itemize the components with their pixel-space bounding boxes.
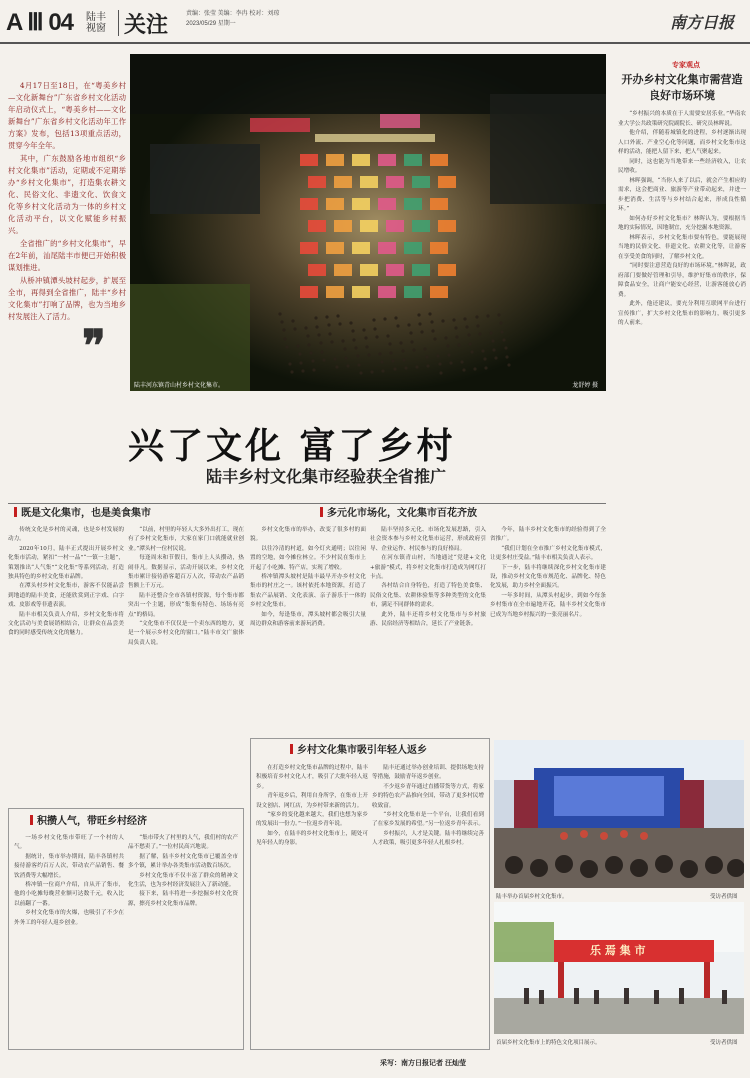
sec3-column-2 [128, 834, 238, 1046]
crowd-person [352, 338, 355, 341]
section-title: 积攒人气，带旺乡村经济 [37, 816, 147, 827]
crowd-person [465, 325, 468, 328]
crowd-person [407, 323, 410, 326]
crowd-person [349, 321, 352, 324]
crowd-person [388, 342, 391, 345]
market-stall [386, 176, 404, 188]
crowd-person [457, 343, 460, 346]
body-paragraph: “我们计划在全市推广乡村文化集市模式，让更多村庄受益。”陆丰市相关负责人表示。 [490, 545, 606, 562]
body-paragraph: 每逢周末和节假日，集市上人头攒动，热闹非凡。数据显示，活动开展以来，乡村文化集市累计接待游客超百万人次，带动农产品销售额上千万元。 [128, 555, 244, 590]
crowd-person [333, 357, 336, 360]
crowd-person [426, 364, 429, 367]
crowd-person [322, 358, 325, 361]
market-stall [404, 242, 422, 254]
body-paragraph: 在打造乡村文化集市品牌的过程中，陆丰积极培育乡村文化人才，吸引了大批年轻人返乡。 [256, 765, 368, 790]
section-heading [14, 507, 151, 521]
expert-tag: 专家观点 [672, 62, 700, 69]
crowd-person [365, 345, 368, 348]
crowd-person [478, 332, 481, 335]
crowd-person [484, 366, 487, 369]
market-stall [326, 198, 344, 210]
section-title: 既是文化集市，也是美食集市 [21, 508, 151, 519]
market-stall [300, 286, 318, 298]
crowd-person [370, 370, 373, 373]
crowd-person [359, 371, 362, 374]
stage-image [494, 740, 744, 888]
body-paragraph: 以往冷清的村道，如今灯火通明；以往闲置的空地，如今摊位林立。不少村民在集市上开起了小吃摊、特产店，实现了增收。 [250, 545, 366, 571]
crowd-person [499, 321, 502, 324]
body-paragraph: 接下来，陆丰将进一步挖掘乡村文化资源，擦亮乡村文化集市品牌。 [128, 891, 238, 907]
market-stall [352, 198, 370, 210]
crowd-person [447, 353, 450, 356]
lead-paragraph: 其中，广东鼓励各地市组织“乡村文化集市”活动，定期或不定期举办“乡村文化集市”，打造集农耕文化、民俗文化、非遗文化、饮食文化等乡村文化活动为一体的乡村文化活动平台，以文化赋能乡村振兴。 [8, 154, 126, 235]
crowd-person [356, 354, 359, 357]
crowd-person [278, 312, 281, 315]
market-stall [386, 264, 404, 276]
crowd-person [290, 370, 293, 373]
column-name: 关注 [124, 12, 169, 38]
body-paragraph: 不少返乡青年通过直播带货等方式，将家乡的特色农产品推向全国，带动了更多村民增收致富。 [372, 783, 484, 809]
crowd-person [462, 368, 465, 371]
crowd-person [494, 356, 497, 359]
market-stall [334, 176, 352, 188]
crowd-person [328, 332, 331, 335]
market-stall [430, 242, 448, 254]
image-credit: 受访者供图 [710, 1040, 738, 1046]
crowd-person [481, 349, 484, 352]
market-stall [378, 154, 396, 166]
crowd-person [386, 334, 389, 337]
crowd-person [282, 328, 285, 331]
lead-column [8, 80, 126, 324]
market-stall [386, 220, 404, 232]
expert-paragraph: “乡村振兴的本质在于人需要安居乐业。”华南农业大学公共政策研究院副院长、研究员林晖说。 [618, 111, 746, 127]
market-stall [326, 242, 344, 254]
crowd-person [433, 337, 436, 340]
body-paragraph: 乡村文化集市不仅丰富了群众的精神文化生活，也为乡村经济发展注入了新动能。 [128, 872, 238, 889]
body-paragraph: 在河东镇青山村，当地通过“党建+文化+旅游”模式，将乡村文化集市打造成为网红打卡点。 [370, 555, 486, 581]
crowd-person [311, 359, 314, 362]
crowd-person [452, 318, 455, 321]
page-number: A Ⅲ 04 [6, 9, 74, 36]
image-caption: 首届乡村文化集市上的特色文化项目展示。 [496, 1040, 601, 1046]
crowd-person [391, 359, 394, 362]
body-paragraph: 2020年10月，陆丰正式提出开展乡村文化集市活动，紧扣“一村一品”“一镇一主题”，策划推出“人气集”“文化集”等系列活动，打造独具特色的乡村文化集市品牌。 [8, 545, 124, 581]
crowd-person [444, 336, 447, 339]
crowd-person [364, 336, 367, 339]
crowd-person [446, 344, 449, 347]
crowd-person [293, 327, 296, 330]
body-paragraph: 一场乡村文化集市带旺了一个村的人气。 [14, 835, 124, 851]
body-paragraph: “以前，村里的年轻人大多外出打工，现在有了乡村文化集市，大家在家门口就能就业创业。”潭头村一位村民说。 [128, 527, 244, 552]
expert-paragraph: 林晖表示，乡村文化集市要有特色，要能展现当地的民俗文化、非遗文化、农耕文化等，让游客在享受美食的同时，了解乡村文化。 [618, 234, 746, 260]
crowd-person [463, 317, 466, 320]
body-paragraph: 据了解，陆丰乡村文化集市已覆盖全市多个镇，累计举办各类集市活动数百场次。 [128, 853, 238, 870]
market-stall [430, 286, 448, 298]
image-caption: 陆丰举办首届乡村文化集市。 [496, 894, 568, 900]
body-paragraph: 此外，陆丰还将乡村文化集市与乡村旅游、民宿经济等相结合，延长了产业链条。 [370, 611, 486, 628]
credits-editors: 责编：张莹 美编：李冉 校对：刘琼 [186, 11, 280, 17]
crowd-person [489, 331, 492, 334]
market-stall [430, 154, 448, 166]
page-header [0, 0, 750, 44]
crowd-person [306, 334, 309, 337]
sec4-column-1 [256, 764, 368, 1046]
crowd-person [415, 365, 418, 368]
market-stall [412, 264, 430, 276]
crowd-person [312, 368, 315, 371]
crowd-person [325, 315, 328, 318]
crowd-person [317, 333, 320, 336]
crowd-person [428, 312, 431, 315]
section-title: 乡村文化集市吸引年轻人返乡 [297, 745, 427, 756]
market-stall [378, 242, 396, 254]
market-stall [300, 198, 318, 210]
crowd-person [431, 329, 434, 332]
section-heading [320, 507, 477, 521]
market-stall [378, 286, 396, 298]
crowd-person [341, 339, 344, 342]
body-paragraph: 如今，每逢集市，潭头坡村都会吸引大量周边群众和游客前来游玩消费。 [250, 611, 366, 628]
crowd-person [285, 345, 288, 348]
expert-paragraph: 林晖强调，“当你人来了以后，就会产生相应的需求，这会把商业、旅游等产业带动起来，并进一步把消费、生活等与乡村结合起来，形成良性循环。” [618, 177, 746, 212]
gate-image [494, 902, 744, 1034]
crowd-person [504, 346, 507, 349]
section-heading [30, 815, 147, 829]
heading-marker [30, 815, 33, 825]
crowd-person [307, 343, 310, 346]
crowd-person [336, 314, 339, 317]
crowd-person [301, 369, 304, 372]
crowd-person [468, 342, 471, 345]
sec1-column-1 [8, 526, 124, 802]
body-paragraph: 陆丰坚持多元化、市场化发展思路，引入社会资本参与乡村文化集市运营，形成政府引导、企业运作、村民参与的良好格局。 [370, 527, 486, 552]
sec1-column-2 [128, 526, 244, 802]
lead-paragraph: 从桥冲镇潭头坡村起步，扩展至全市，再得到全省推广，陆丰“乡村文化集市”打响了品牌，也为当地乡村发展注入了活力。 [8, 276, 126, 321]
sub-headline: 陆丰乡村文化集市经验获全省推广 [206, 467, 447, 486]
crowd-person [473, 367, 476, 370]
crowd-person [483, 357, 486, 360]
body-paragraph: “文化集市不仅仅是一个卖东西的地方，更是一个展示乡村文化的窗口。”陆丰市文广旅体局负责人说。 [128, 621, 244, 646]
crowd-person [327, 323, 330, 326]
body-paragraph: 下一步，陆丰将继续深化乡村文化集市建设，推动乡村文化集市规范化、品牌化、特色化发展，助力乡村全面振兴。 [490, 564, 606, 590]
photo-credit: 龙舒婷 摄 [572, 383, 598, 389]
crowd-person [491, 339, 494, 342]
crowd-person [460, 360, 463, 363]
expert-paragraph: 此外，他还建议，要充分利用互联网平台进行宣传推广，扩大乡村文化集市的影响力，吸引更多的人前来。 [618, 301, 746, 326]
market-stall [404, 154, 422, 166]
crowd-person [383, 317, 386, 320]
crowd-person [375, 335, 378, 338]
crowd-person [449, 361, 452, 364]
crowd-person [319, 341, 322, 344]
heading-marker [290, 744, 293, 754]
main-photo [130, 54, 606, 391]
credits-date: 2023/05/29 星期一 [186, 21, 236, 27]
crowd-person [280, 320, 283, 323]
market-stall [404, 286, 422, 298]
crowd-person [455, 335, 458, 338]
crowd-person [362, 328, 365, 331]
crowd-person [475, 315, 478, 318]
crowd-person [410, 340, 413, 343]
crowd-person [389, 351, 392, 354]
crowd-person [372, 318, 375, 321]
market-gate-photo [494, 902, 744, 1034]
body-paragraph: 陆丰还通过举办创业培训、提供场地支持等措施，鼓励青年返乡创业。 [372, 765, 484, 781]
sec4-column-2 [372, 764, 484, 1046]
crowd-person [330, 340, 333, 343]
byline: 采写：南方日报记者 汪灿莹 [380, 1060, 466, 1067]
crowd-person [436, 354, 439, 357]
body-paragraph: 陆丰还整合全市各镇村资源，每个集市都突出一个主题，形成“集集有特色、场场有亮点”的格局。 [128, 592, 244, 618]
section-heading [290, 744, 427, 758]
crowd-person [367, 353, 370, 356]
body-paragraph: “家乡的变化越来越大，我们也想为家乡的发展出一份力。”一位返乡青年说。 [256, 812, 368, 828]
market-stall [378, 198, 396, 210]
crowd-person [380, 360, 383, 363]
sec3-column-1 [14, 834, 124, 1046]
crowd-person [404, 366, 407, 369]
crowd-person [418, 322, 421, 325]
crowd-person [467, 333, 470, 336]
market-stall [352, 286, 370, 298]
crowd-person [296, 344, 299, 347]
market-stall [352, 154, 370, 166]
body-paragraph: 传统文化是乡村的灵魂，也是乡村发展的动力。 [8, 527, 124, 543]
gate-sign-text: 乐 焉 集 市 [590, 944, 646, 957]
body-paragraph: 陆丰市相关负责人介绍，乡村文化集市将文化活动与美食展销相结合，让群众在品尝美食的同时感受传统文化的魅力。 [8, 611, 124, 637]
crowd-person [417, 313, 420, 316]
crowd-person [396, 324, 399, 327]
body-paragraph: 如今，在陆丰的乡村文化集市上，随处可见年轻人的身影。 [256, 830, 368, 847]
crowd-person [438, 362, 441, 365]
crowd-person [343, 347, 346, 350]
market-stall [326, 286, 344, 298]
market-stall [326, 154, 344, 166]
crowd-person [354, 346, 357, 349]
expert-paragraph: “同时要注意营造良好的市场环境。”林晖说，政府部门要做好管理和引导，维护好集市的秩序，保障食品安全，让商户能安心经营，让游客能放心消费。 [618, 263, 746, 298]
crowd-person [423, 347, 426, 350]
body-paragraph: 在潭头村乡村文化集市，游客不仅能品尝到地道的陆丰美食，还能欣赏到正字戏、白字戏、皮影戏等非遗表演。 [8, 583, 124, 609]
crowd-person [500, 330, 503, 333]
crowd-person [439, 371, 442, 374]
crowd-person [486, 314, 489, 317]
sec2-column-2 [370, 526, 486, 736]
crowd-person [393, 367, 396, 370]
crowd-person [288, 362, 291, 365]
crowd-person [502, 338, 505, 341]
crowd-person [378, 352, 381, 355]
body-paragraph: 桥冲镇潭头坡村是陆丰最早开办乡村文化集市的村庄之一。该村依托本地资源，打造了集农产品展销、文化表演、亲子游乐于一体的乡村文化集市。 [250, 574, 366, 609]
heading-marker [320, 507, 323, 517]
body-paragraph: “集市带火了村里的人气，我们村的农产品不愁卖了。”一位村民高兴地说。 [128, 835, 238, 851]
crowd-person [394, 316, 397, 319]
sec2-column-1 [250, 526, 366, 736]
crowd-person [309, 351, 312, 354]
crowd-person [505, 355, 508, 358]
expert-paragraph: 他介绍，伴随着城镇化的进程，乡村逐渐出现人口外流、产业空心化等问题，而乡村文化集市这样的活动，能把人留下来，把人气聚起来。 [618, 130, 746, 155]
market-stall [404, 198, 422, 210]
crowd-person [304, 326, 307, 329]
crowd-person [507, 363, 510, 366]
crowd-person [492, 348, 495, 351]
market-stall [430, 198, 448, 210]
market-stall [308, 176, 326, 188]
market-stall [360, 264, 378, 276]
crowd-person [291, 319, 294, 322]
crowd-person [373, 327, 376, 330]
market-stall [300, 154, 318, 166]
header-divider [118, 10, 119, 36]
lead-paragraph: 4月17日至18日，在“粤美乡村—文化新舞台”广东省乡村文化活动年启动仪式上，“粤美乡村——文化新舞台”广东省乡村文化活动年工作方案》发布，包括13项重点活动，贯穿今年全年。 [8, 81, 126, 150]
body-paragraph: 据统计，集市举办期间，陆丰各镇村共接待游客约百万人次，带动农产品销售、餐饮消费等大幅增长。 [14, 853, 124, 879]
crowd-person [497, 313, 500, 316]
crowd-person [346, 364, 349, 367]
body-paragraph: 青年返乡后，利用自身所学，在集市上开设文创店、网红店，为乡村带来新的活力。 [256, 793, 368, 809]
image-credit: 受访者供图 [710, 894, 738, 900]
market-stall [352, 242, 370, 254]
heading-marker [14, 507, 17, 517]
crowd-person [402, 358, 405, 361]
market-stall [412, 220, 430, 232]
crowd-person [357, 363, 360, 366]
crowd-person [320, 350, 323, 353]
section-name: 陆丰视窗 [86, 12, 106, 34]
main-headline: 兴了文化 富了乡村 [128, 425, 456, 467]
crowd-person [381, 369, 384, 372]
header-credits [186, 9, 279, 29]
market-stall [360, 176, 378, 188]
body-paragraph: 乡村文化集市的火爆，也吸引了不少在外务工的年轻人返乡创业。 [14, 910, 124, 926]
body-paragraph: 乡村文化集市的举办，改变了很多村的面貌。 [250, 527, 366, 543]
photo-caption: 陆丰河东镇青山村乡村文化集市。 [134, 383, 225, 389]
quote-mark-icon: ❞ [82, 321, 106, 372]
market-stall [360, 220, 378, 232]
night-market-aerial-image [130, 54, 606, 391]
market-stall [334, 264, 352, 276]
market-stall [438, 264, 456, 276]
newspaper-logo: 南方日报 [670, 13, 735, 32]
crowd-person [399, 341, 402, 344]
section-rule [8, 503, 606, 504]
crowd-person [401, 349, 404, 352]
body-paragraph: 桥冲镇一位商户介绍，自从开了集市，他的小吃摊每晚营业额可达数千元，收入比以前翻了一番。 [14, 882, 124, 907]
crowd-person [412, 348, 415, 351]
crowd-person [283, 337, 286, 340]
market-stall [300, 242, 318, 254]
market-stall [438, 176, 456, 188]
crowd-person [351, 329, 354, 332]
crowd-person [409, 331, 412, 334]
sec2-column-3 [490, 526, 606, 736]
crowd-person [298, 352, 301, 355]
stage-performance-photo [494, 740, 744, 888]
crowd-person [476, 324, 479, 327]
crowd-person [338, 322, 341, 325]
market-stall [412, 176, 430, 188]
crowd-person [344, 356, 347, 359]
crowd-person [315, 325, 318, 328]
crowd-person [314, 316, 317, 319]
body-paragraph: 乡村振兴，人才是关键。陆丰将继续完善人才政策，吸引更多年轻人扎根乡村。 [372, 830, 484, 847]
lead-paragraph: 全省推广的“乡村文化集市”，早在2年前，汕尾陆丰市便已开始积极谋划推进。 [8, 239, 126, 272]
crowd-person [420, 330, 423, 333]
market-stall [334, 220, 352, 232]
section-title: 多元化市场化，文化集市百花齐放 [327, 508, 477, 519]
body-paragraph: 一年多时间，从潭头村起步，到如今每条乡村集市在全市遍地开花，陆丰乡村文化集市已成为当地乡村振兴的一张亮丽名片。 [490, 592, 606, 618]
crowd-person [470, 350, 473, 353]
body-paragraph: 各村结合自身特色，打造了特色美食集、民俗文化集、农耕体验集等多种类型的文化集市，满足不同群体的需求。 [370, 583, 486, 609]
market-stall [308, 220, 326, 232]
market-stall [438, 220, 456, 232]
crowd-person [335, 365, 338, 368]
crowd-person [299, 361, 302, 364]
expert-paragraph: 如何办好乡村文化集市？林晖认为，要根据当地的实际情况，因地制宜，充分挖掘本地资源。 [618, 215, 746, 231]
crowd-person [454, 326, 457, 329]
body-paragraph: 今年，陆丰乡村文化集市的经验得到了全省推广。 [490, 527, 606, 543]
crowd-person [430, 320, 433, 323]
expert-article-body [618, 110, 746, 329]
market-stall [308, 264, 326, 276]
expert-article-title: 开办乡村文化集市需营造良好市场环境 [621, 73, 743, 102]
crowd-person [425, 355, 428, 358]
expert-paragraph: 同时，这也能为当地带来一些经济收入，让农民增收。 [618, 158, 746, 174]
body-paragraph: “乡村文化集市是一个平台，让我们看到了在家乡发展的希望。”另一位返乡青年表示。 [372, 812, 484, 828]
crowd-person [441, 319, 444, 322]
